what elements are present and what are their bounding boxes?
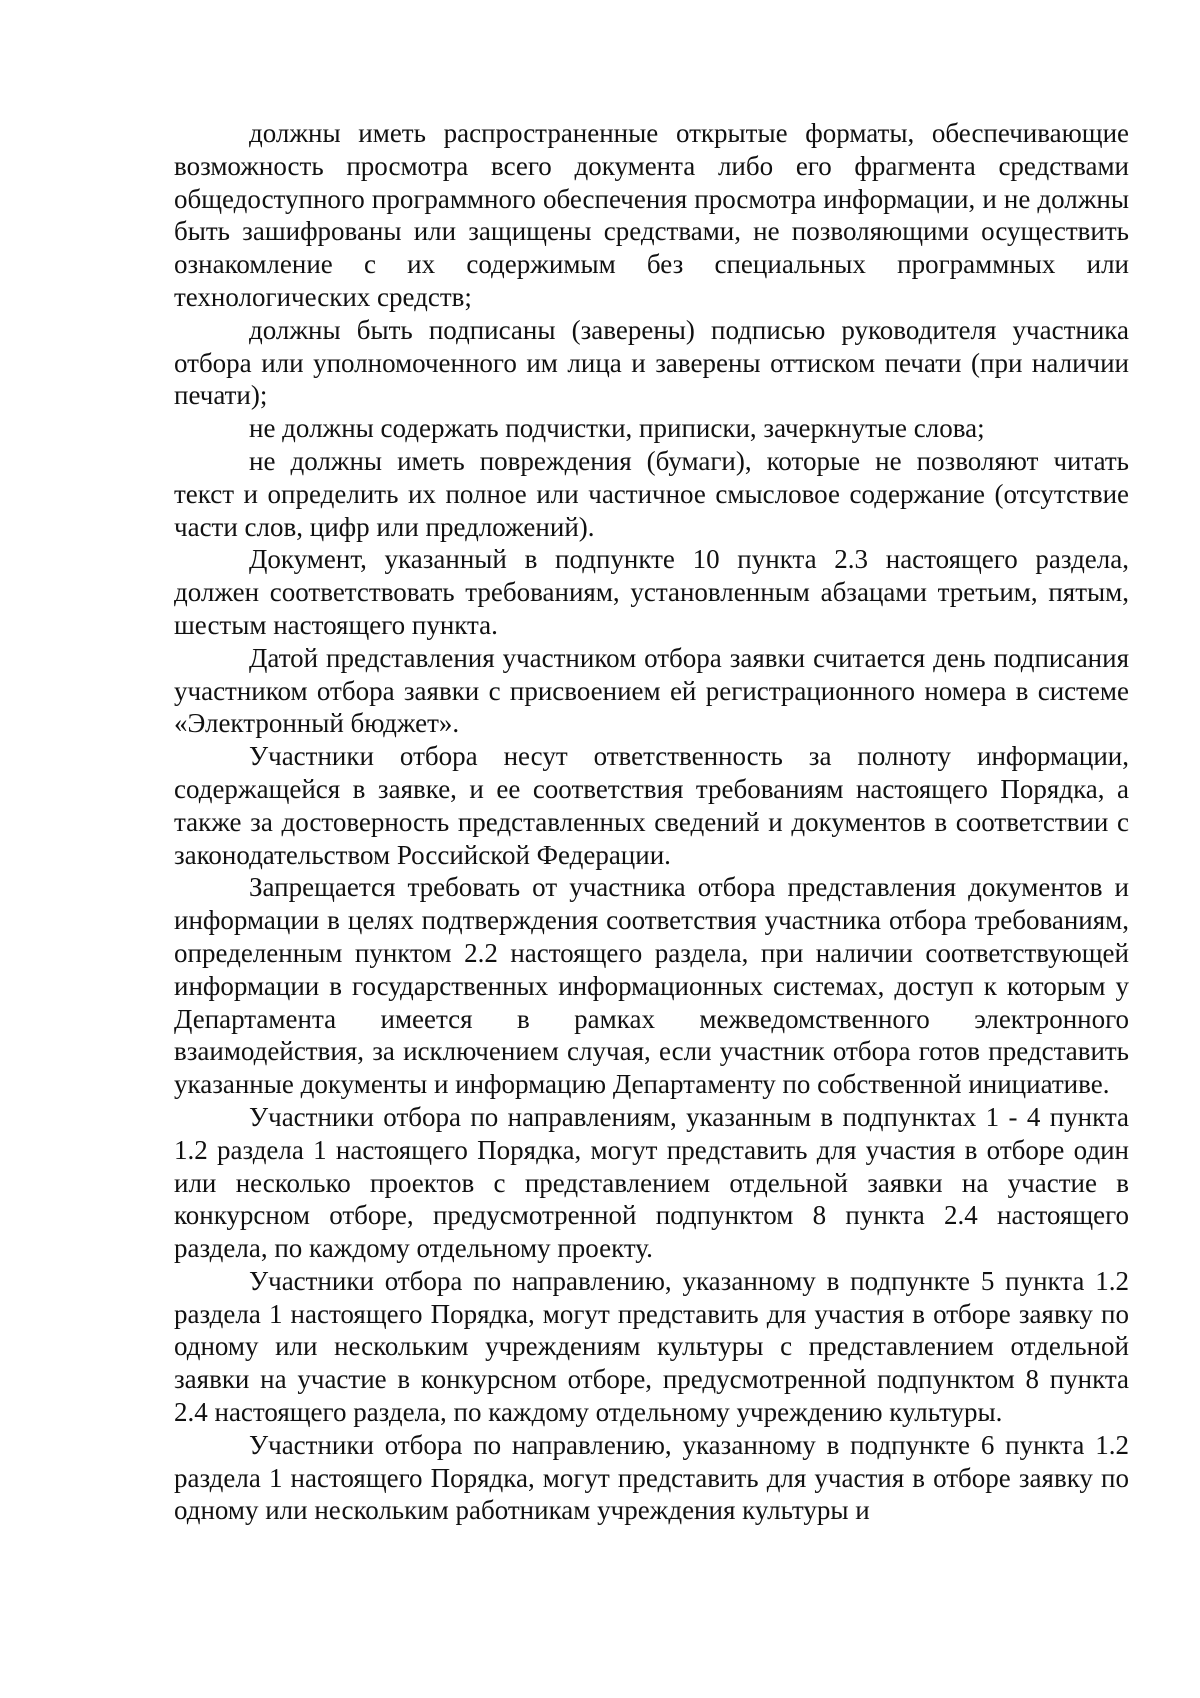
paragraph-directions-1-4: Участники отбора по направлениям, указанным в подпунктах 1 - 4 пункта 1.2 раздела 1 настоящего Порядка, могут представить для участия в отборе один или несколько проектов с представлением отдельной заявки на участие в конкурсном отборе, предусмотренной подпунктом 8 пункта 2.4 настоящего раздела, по каждому отдельному проекту. xyxy=(174,1101,1129,1264)
paragraph-formats: должны иметь распространенные открытые форматы, обеспечивающие возможность просмотра всего документа либо его фрагмента средствами общедоступного программного обеспечения просмотра информации, и не должны быть зашифрованы или защищены средствами, не позволяющими осуществить ознакомление с их содержимым без специальных программных или технологических средств; xyxy=(174,118,1129,312)
paragraph-direction-5: Участники отбора по направлению, указанному в подпункте 5 пункта 1.2 раздела 1 настоящего Порядка, могут представить для участия в отборе заявку по одному или нескольким учреждениям культуры с представлением отдельной заявки на участие в конкурсном отборе, предусмотренной подпунктом 8 пункта 2.4 настоящего раздела, по каждому отдельному учреждению культуры. xyxy=(174,1265,1129,1428)
paragraph-no-erasures: не должны содержать подчистки, приписки, зачеркнутые слова; xyxy=(249,413,985,444)
paragraph-responsibility: Участники отбора несут ответственность за полноту информации, содержащейся в заявке, и ее соответствия требованиям настоящего Порядка, а также за достоверность представленных сведений и документов в соответствии с законодательством Российской Федерации. xyxy=(174,741,1129,870)
paragraph-direction-6: Участники отбора по направлению, указанному в подпункте 6 пункта 1.2 раздела 1 настоящего Порядка, могут представить для участия в отборе заявку по одному или нескольким работникам учреждения культуры и xyxy=(174,1429,1129,1526)
paragraph-prohibition: Запрещается требовать от участника отбора представления документов и информации в целях подтверждения соответствия участника отбора требованиям, определенным пунктом 2.2 настоящего раздела, при наличии соответствующей информации в государственных информационных системах, доступ к которым у Департамента имеется в рамках межведомственного электронного взаимодействия, за исключением случая, если участник отбора готов представить указанные документы и информацию Департаменту по собственной инициативе. xyxy=(174,872,1129,1100)
paragraph-no-damage: не должны иметь повреждения (бумаги), которые не позволяют читать текст и определить их полное или частичное смысловое содержание (отсутствие части слов, цифр или предложений). xyxy=(174,445,1129,542)
paragraph-document-requirements: Документ, указанный в подпункте 10 пункта 2.3 настоящего раздела, должен соответствовать требованиям, установленным абзацами третьим, пятым, шестым настоящего пункта. xyxy=(174,544,1129,640)
paragraph-signature: должны быть подписаны (заверены) подписью руководителя участника отбора или уполномоченного им лица и заверены оттиском печати (при наличии печати); xyxy=(174,314,1129,411)
document-body xyxy=(174,117,1129,1527)
paragraph-submission-date: Датой представления участником отбора заявки считается день подписания участником отбора заявки с присвоением ей регистрационного номера в системе «Электронный бюджет». xyxy=(174,642,1129,739)
